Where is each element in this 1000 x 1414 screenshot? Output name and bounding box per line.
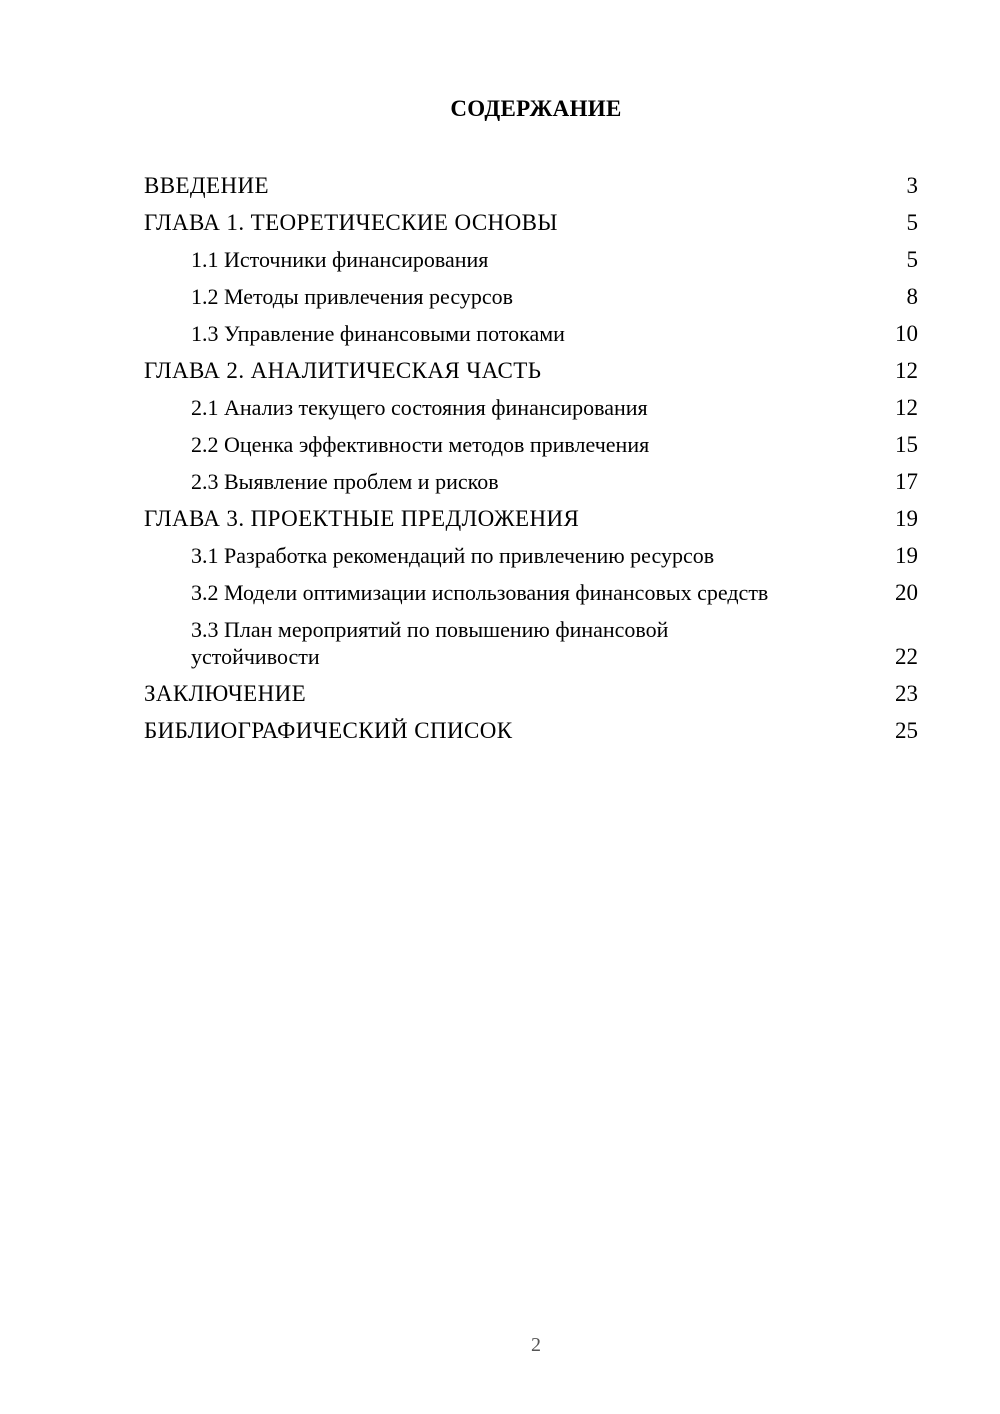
toc-entry-page: 12	[895, 395, 918, 420]
toc-entry-page: 10	[895, 321, 918, 346]
toc-entry-chapter-3[interactable]	[144, 500, 918, 537]
toc-entry-section-3-3[interactable]	[144, 611, 918, 675]
toc-entry-page: 3	[906, 173, 918, 198]
toc-entry-label: 1.2 Методы привлечения ресурсов	[191, 284, 513, 309]
toc-entry-chapter-1[interactable]	[144, 204, 918, 241]
toc-entry-conclusion[interactable]	[144, 675, 918, 712]
toc-entry-page: 22	[895, 644, 918, 669]
toc-entry-label: 2.2 Оценка эффективности методов привлечения	[191, 432, 650, 457]
toc-entry-page: 19	[895, 543, 918, 568]
toc-entry-section-2-3[interactable]	[144, 463, 918, 500]
toc-entry-page: 5	[906, 210, 918, 235]
toc-entry-label: 2.3 Выявление проблем и рисков	[191, 469, 499, 494]
toc-entry-page: 25	[895, 718, 918, 743]
toc-entry-section-2-2[interactable]	[144, 426, 918, 463]
toc-entry-label: ВВЕДЕНИЕ	[144, 173, 269, 198]
table-of-contents	[144, 167, 918, 749]
toc-entry-section-1-1[interactable]	[144, 241, 918, 278]
toc-entry-label: 2.1 Анализ текущего состояния финансирования	[191, 395, 648, 420]
toc-entry-page: 19	[895, 506, 918, 531]
toc-entry-label: ГЛАВА 1. ТЕОРЕТИЧЕСКИЕ ОСНОВЫ	[144, 210, 558, 235]
toc-entry-page: 17	[895, 469, 918, 494]
toc-entry-label: БИБЛИОГРАФИЧЕСКИЙ СПИСОК	[144, 718, 513, 743]
toc-entry-page: 5	[906, 247, 918, 272]
toc-entry-label: 1.1 Источники финансирования	[191, 247, 489, 272]
toc-entry-label: 1.3 Управление финансовыми потоками	[191, 321, 565, 346]
toc-entry-section-3-2[interactable]	[144, 574, 918, 611]
toc-entry-introduction[interactable]	[144, 167, 918, 204]
toc-entry-section-3-1[interactable]	[144, 537, 918, 574]
toc-entry-page: 15	[895, 432, 918, 457]
toc-title: СОДЕРЖАНИЕ	[450, 96, 622, 121]
toc-entry-page: 23	[895, 681, 918, 706]
toc-entry-label: 3.2 Модели оптимизации использования финансовых средств	[191, 580, 769, 605]
toc-entry-label: 3.3 План мероприятий по повышению финансовой устойчивости	[191, 617, 669, 669]
toc-entry-label: ГЛАВА 2. АНАЛИТИЧЕСКАЯ ЧАСТЬ	[144, 358, 542, 383]
toc-entry-page: 12	[895, 358, 918, 383]
toc-entry-chapter-2[interactable]	[144, 352, 918, 389]
toc-entry-bibliography[interactable]	[144, 712, 918, 749]
toc-entry-label: ГЛАВА 3. ПРОЕКТНЫЕ ПРЕДЛОЖЕНИЯ	[144, 506, 580, 531]
toc-entry-page: 8	[906, 284, 918, 309]
page-number: 2	[531, 1334, 541, 1356]
toc-entry-section-1-2[interactable]	[144, 278, 918, 315]
toc-entry-label: 3.1 Разработка рекомендаций по привлечению ресурсов	[191, 543, 715, 568]
toc-entry-section-2-1[interactable]	[144, 389, 918, 426]
toc-entry-page: 20	[895, 580, 918, 605]
toc-entry-section-1-3[interactable]	[144, 315, 918, 352]
toc-entry-label: ЗАКЛЮЧЕНИЕ	[144, 681, 307, 706]
